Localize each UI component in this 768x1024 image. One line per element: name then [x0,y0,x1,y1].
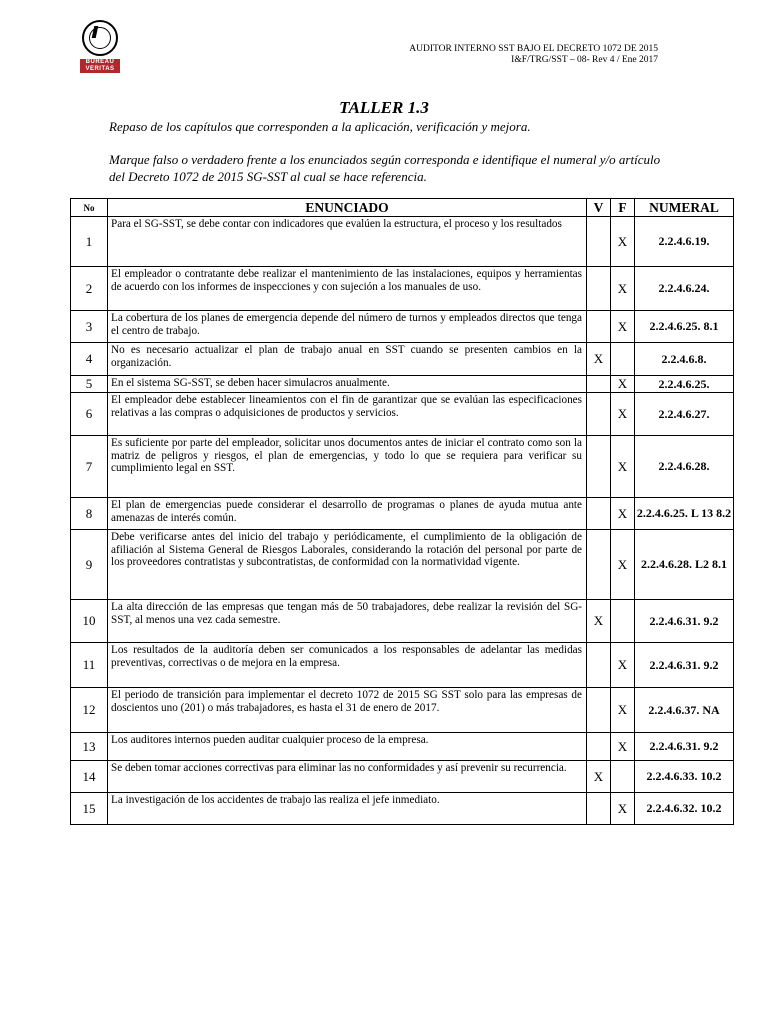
table-row [71,343,734,376]
false-mark [611,343,635,376]
row-number: 8 [71,498,108,530]
true-mark [587,530,611,600]
table-row [71,393,734,436]
numeral-ref: 2.2.4.6.28. [635,436,734,498]
false-mark: X [611,498,635,530]
table-row [71,600,734,643]
true-mark [587,688,611,733]
row-number: 9 [71,530,108,600]
table-row [71,733,734,761]
false-mark: X [611,267,635,311]
statement-text: En el sistema SG-SST, se deben hacer simulacros anualmente. [108,376,587,393]
numeral-ref: 2.2.4.6.31. 9.2 [635,643,734,688]
table-row [71,311,734,343]
true-mark [587,498,611,530]
row-number: 4 [71,343,108,376]
col-header-enunciado: ENUNCIADO [108,199,587,217]
false-mark: X [611,643,635,688]
true-mark [587,793,611,825]
table-row [71,688,734,733]
row-number: 5 [71,376,108,393]
true-mark [587,436,611,498]
false-mark: X [611,733,635,761]
table-row [71,761,734,793]
statement-text: Se deben tomar acciones correctivas para eliminar las no conformidades y así prevenir su recurrencia. [108,761,587,793]
statement-text: El empleador debe establecer lineamientos con el fin de garantizar que se evalúan las especificaciones relativas a las compras o adquisiciones de productos y servicios. [108,393,587,436]
false-mark: X [611,436,635,498]
table-header-row [71,199,734,217]
table-row [71,498,734,530]
col-header-numeral: NUMERAL [635,199,734,217]
statement-text: Los auditores internos pueden auditar cualquier proceso de la empresa. [108,733,587,761]
row-number: 2 [71,267,108,311]
statement-text: El periodo de transición para implementar el decreto 1072 de 2015 SG SST solo para las empresas de doscientos uno (201) o más trabajadores, es hasta el 31 de enero de 2017. [108,688,587,733]
row-number: 3 [71,311,108,343]
statement-text: Es suficiente por parte del empleador, solicitar unos documentos antes de iniciar el contrato como son la matriz de peligros y riesgos, el plan de emergencias, y todo lo que se requiera para verificar su cumplimiento legal en SST. [108,436,587,498]
numeral-ref: 2.2.4.6.24. [635,267,734,311]
true-mark: X [587,600,611,643]
statement-text: Los resultados de la auditoría deben ser comunicados a los responsables de adelantar las medidas preventivas, correctivas o de mejora en la empresa. [108,643,587,688]
bureau-veritas-logo [80,20,120,78]
col-header-f: F [611,199,635,217]
row-number: 1 [71,217,108,267]
statement-text: Para el SG-SST, se debe contar con indicadores que evalúen la estructura, el proceso y los resultados [108,217,587,267]
statement-text: La cobertura de los planes de emergencia depende del número de turnos y empleados directos que tenga el centro de trabajo. [108,311,587,343]
numeral-ref: 2.2.4.6.8. [635,343,734,376]
page-subtitle: Repaso de los capítulos que corresponden a la aplicación, verificación y mejora. [109,119,531,134]
row-number: 15 [71,793,108,825]
row-number: 14 [71,761,108,793]
numeral-ref: 2.2.4.6.32. 10.2 [635,793,734,825]
col-header-no: No [71,199,108,217]
false-mark: X [611,793,635,825]
logo-wordmark: BUREAU VERITAS [80,59,120,73]
numeral-ref: 2.2.4.6.31. 9.2 [635,733,734,761]
col-header-v: V [587,199,611,217]
instructions: Marque falso o verdadero frente a los enunciados según corresponda e identifique el numeral y/o artículo del Decreto 1072 de 2015 SG-SST al cual se hace referencia. [109,152,661,184]
true-mark [587,643,611,688]
true-mark: X [587,343,611,376]
row-number: 10 [71,600,108,643]
false-mark: X [611,376,635,393]
table-row [71,530,734,600]
false-mark [611,600,635,643]
row-number: 12 [71,688,108,733]
page-title: TALLER 1.3 [339,98,429,117]
true-mark [587,267,611,311]
questions-table [70,198,734,825]
true-mark [587,376,611,393]
table-row [71,793,734,825]
statement-text: La investigación de los accidentes de trabajo las realiza el jefe inmediato. [108,793,587,825]
false-mark: X [611,311,635,343]
table-row [71,376,734,393]
numeral-ref: 2.2.4.6.28. L2 8.1 [635,530,734,600]
statement-text: El empleador o contratante debe realizar el mantenimiento de las instalaciones, equipos y herramientas de acuerdo con los informes de inspecciones y con sujeción a los manuales de uso. [108,267,587,311]
seal-icon [82,20,118,56]
false-mark: X [611,688,635,733]
false-mark: X [611,217,635,267]
table-row [71,436,734,498]
statement-text: Debe verificarse antes del inicio del trabajo y periódicamente, el cumplimiento de la obligación de afiliación al Sistema General de Riesgos Laborales, considerando la rotación del personal por parte de los proveedores contratistas y subcontratistas, de conformidad con la normatividad vigente. [108,530,587,600]
numeral-ref: 2.2.4.6.31. 9.2 [635,600,734,643]
table-row [71,643,734,688]
document-header [409,44,658,66]
row-number: 6 [71,393,108,436]
true-mark: X [587,761,611,793]
true-mark [587,733,611,761]
numeral-ref: 2.2.4.6.27. [635,393,734,436]
true-mark [587,217,611,267]
false-mark [611,761,635,793]
doc-title: AUDITOR INTERNO SST BAJO EL DECRETO 1072 DE 2015 [409,44,658,54]
numeral-ref: 2.2.4.6.37. NA [635,688,734,733]
table-row [71,267,734,311]
true-mark [587,311,611,343]
numeral-ref: 2.2.4.6.25. L 13 8.2 [635,498,734,530]
table-row [71,217,734,267]
numeral-ref: 2.2.4.6.25. [635,376,734,393]
doc-code: I&F/TRG/SST – 08- Rev 4 / Ene 2017 [511,55,658,65]
numeral-ref: 2.2.4.6.19. [635,217,734,267]
statement-text: El plan de emergencias puede considerar el desarrollo de programas o planes de ayuda mutua ante amenazas de interés común. [108,498,587,530]
false-mark: X [611,530,635,600]
true-mark [587,393,611,436]
numeral-ref: 2.2.4.6.33. 10.2 [635,761,734,793]
statement-text: La alta dirección de las empresas que tengan más de 50 trabajadores, debe realizar la revisión del SG-SST, al menos una vez cada semestre. [108,600,587,643]
false-mark: X [611,393,635,436]
statement-text: No es necesario actualizar el plan de trabajo anual en SST cuando se presenten cambios en la organización. [108,343,587,376]
row-number: 7 [71,436,108,498]
row-number: 11 [71,643,108,688]
numeral-ref: 2.2.4.6.25. 8.1 [635,311,734,343]
row-number: 13 [71,733,108,761]
